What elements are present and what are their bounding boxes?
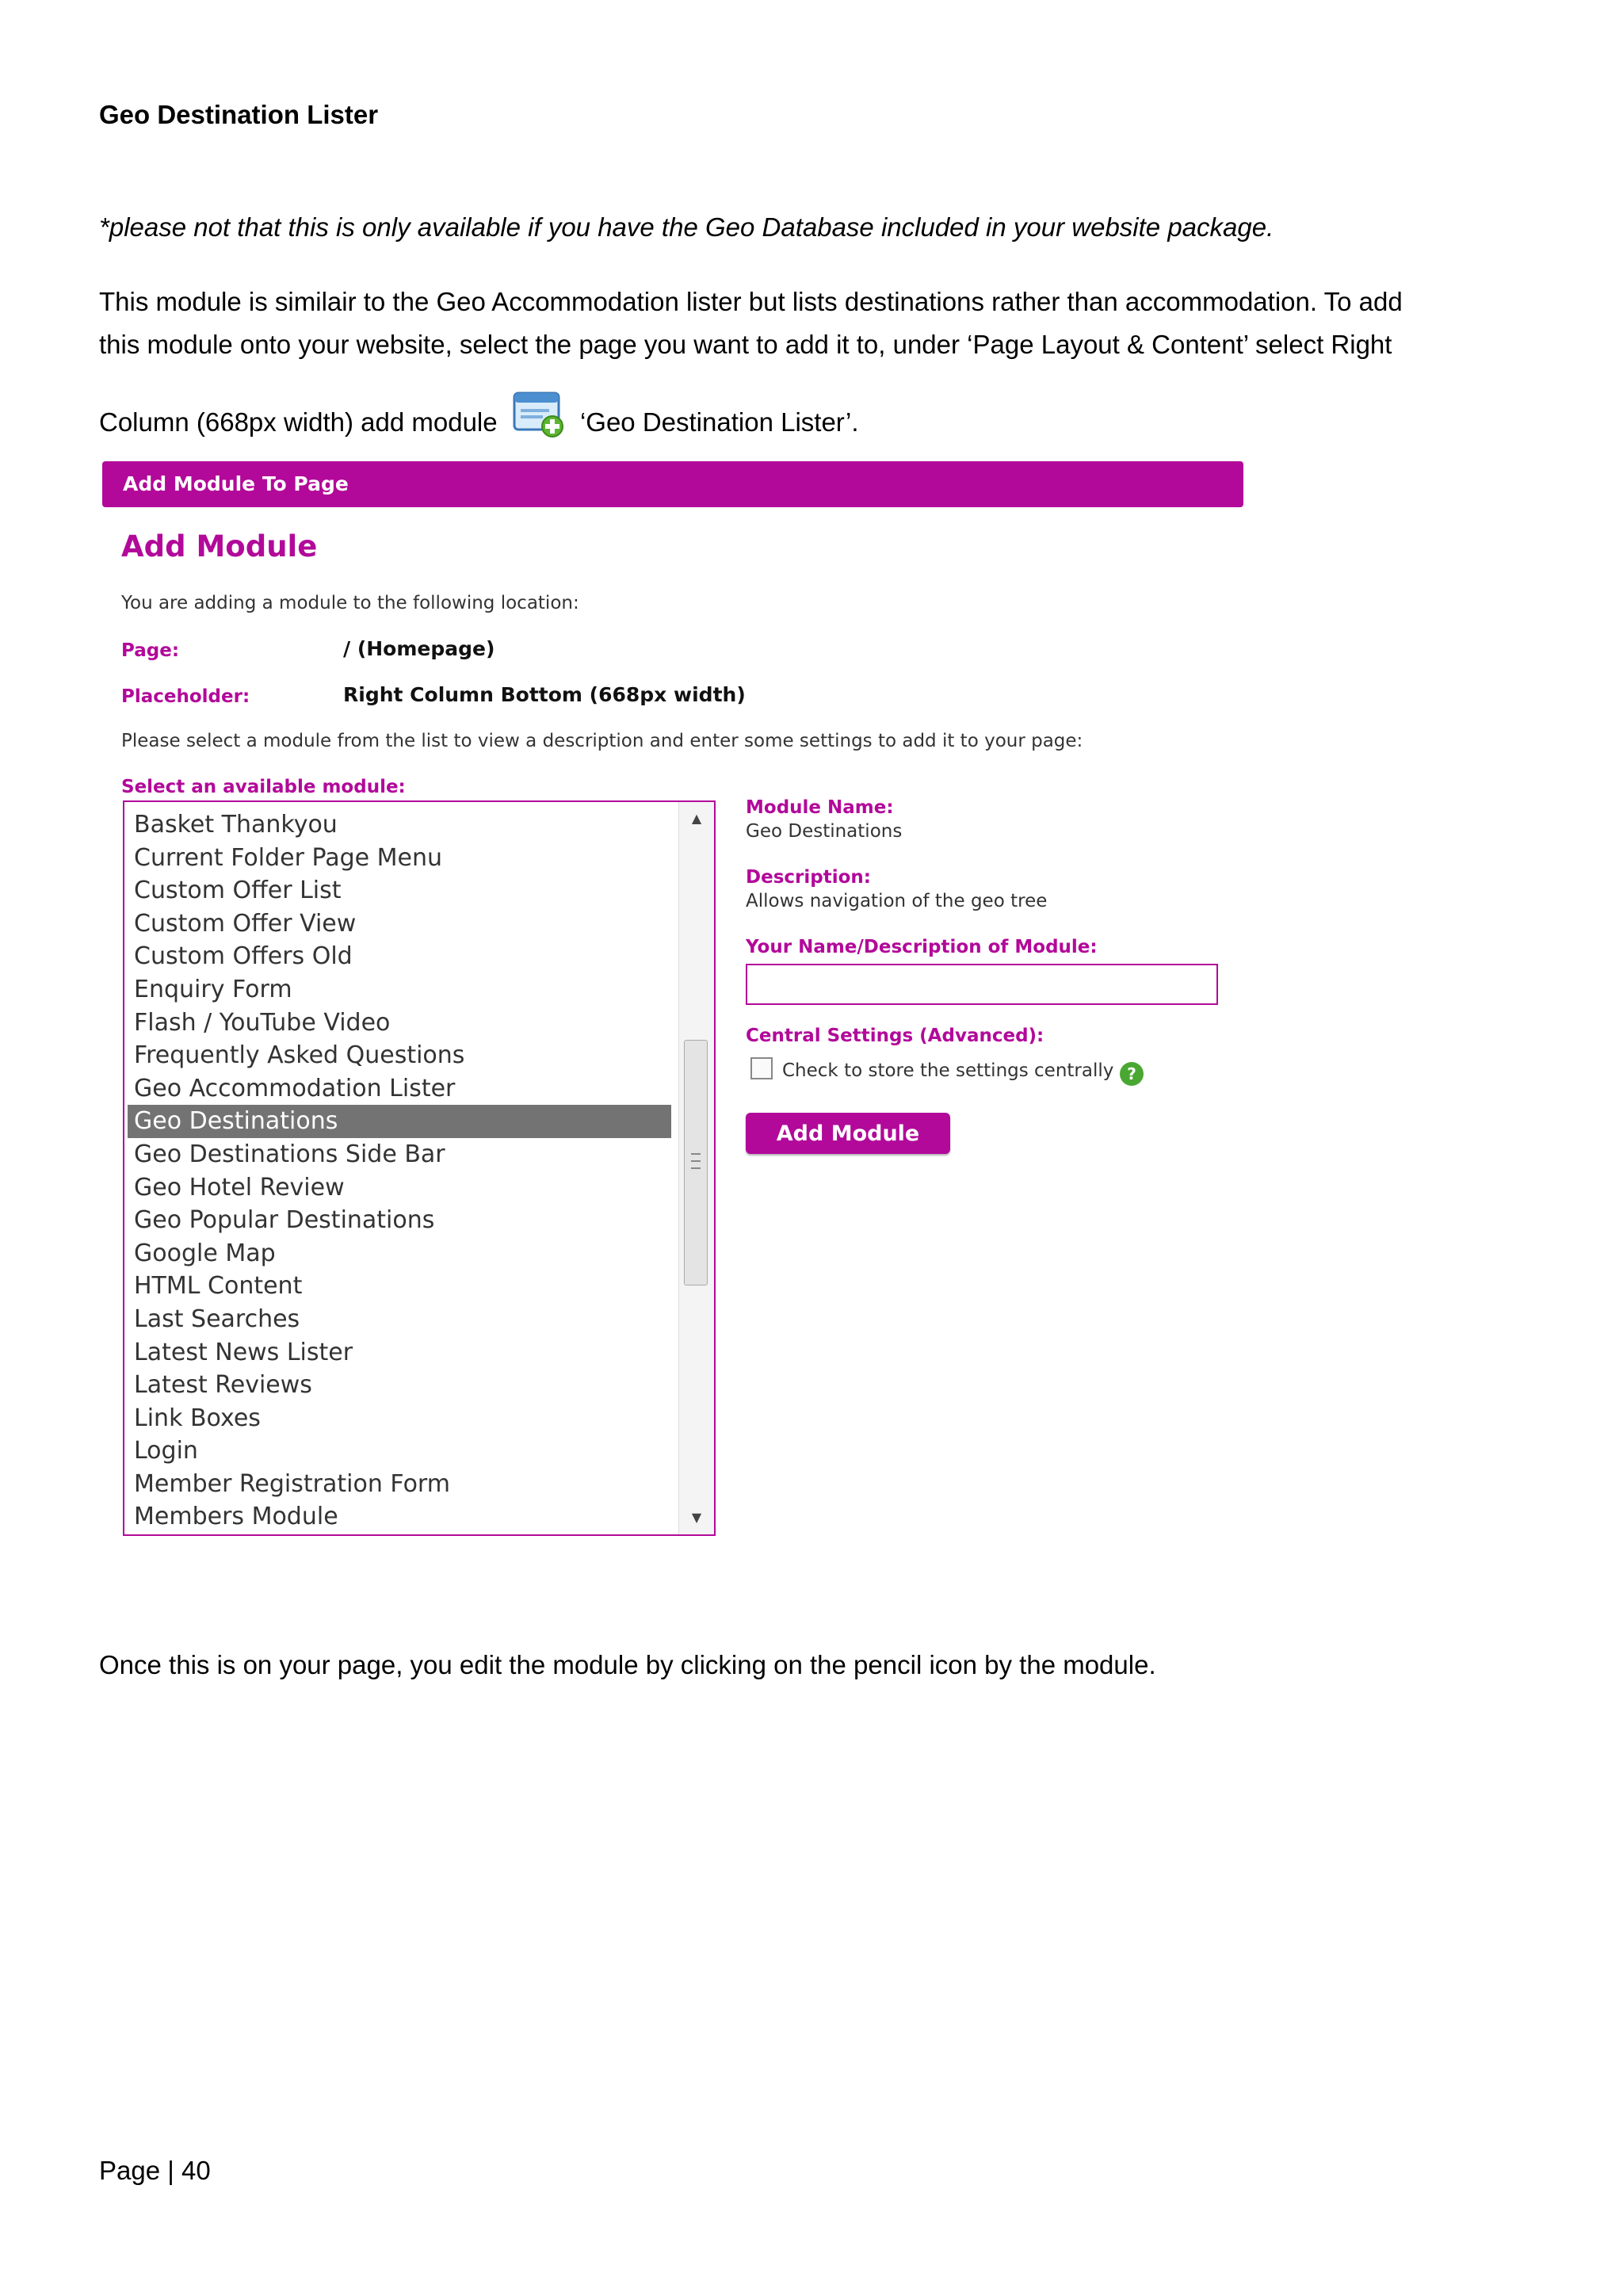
add-module-icon (511, 390, 567, 439)
page-label: Page: (121, 640, 180, 661)
add-module-screenshot (99, 458, 1247, 1552)
select-instruction: Please select a module from the list to view a description and enter some settings to add it to your page: (121, 731, 1083, 751)
central-settings-checkbox[interactable] (750, 1057, 773, 1079)
listbox-scrollbar[interactable] (678, 802, 714, 1534)
module-list-item[interactable]: Custom Offer List (134, 877, 342, 905)
intro-line-3-end: ‘Geo Destination Lister’. (579, 407, 859, 437)
intro-line-2: this module onto your website, select the page you want to add it to, under ‘Page Layout & Content’ select Right (99, 330, 1392, 359)
module-list-item[interactable]: Frequently Asked Questions (134, 1041, 465, 1070)
module-list[interactable] (128, 808, 671, 1534)
module-list-item[interactable]: Basket Thankyou (134, 811, 338, 839)
central-settings-checkbox-label: Check to store the settings centrally (782, 1060, 1114, 1081)
intro-line-3 (99, 390, 1549, 444)
description-label: Description: (746, 867, 871, 888)
placeholder-value: Right Column Bottom (668px width) (343, 683, 746, 706)
scroll-up-icon[interactable]: ▲ (691, 811, 702, 826)
module-list-item[interactable]: Google Map (134, 1239, 276, 1267)
grip-icon (691, 1153, 701, 1169)
module-list-item[interactable]: Enquiry Form (134, 975, 292, 1003)
availability-note: *please not that this is only available if you have the Geo Database included in your website package. (99, 212, 1274, 242)
module-description-input[interactable] (746, 964, 1218, 1005)
module-list-item[interactable]: Geo Destinations (128, 1105, 671, 1138)
module-list-item[interactable]: Current Folder Page Menu (134, 843, 442, 872)
placeholder-label: Placeholder: (121, 686, 250, 707)
select-module-label: Select an available module: (121, 777, 406, 797)
module-list-item[interactable]: Custom Offer View (134, 909, 357, 938)
help-icon[interactable]: ? (1120, 1062, 1144, 1086)
intro-line-3-start: Column (668px width) add module (99, 407, 498, 437)
module-name-value: Geo Destinations (746, 821, 903, 842)
intro-paragraph (99, 281, 1549, 444)
module-list-item[interactable]: Custom Offers Old (134, 942, 353, 971)
page-footer: Page | 40 (99, 2156, 211, 2185)
your-name-label: Your Name/Description of Module: (746, 937, 1098, 957)
module-list-item[interactable]: Link Boxes (134, 1404, 261, 1432)
scroll-thumb[interactable] (684, 1040, 708, 1286)
module-list-item[interactable]: Latest Reviews (134, 1371, 312, 1400)
module-list-item[interactable]: Last Searches (134, 1305, 300, 1333)
module-listbox[interactable] (123, 800, 716, 1536)
module-list-item[interactable]: Geo Popular Destinations (134, 1206, 435, 1235)
module-list-item[interactable]: HTML Content (134, 1272, 303, 1301)
central-settings-label: Central Settings (Advanced): (746, 1026, 1044, 1046)
dialog-header: Add Module To Page (102, 461, 1243, 507)
module-list-item[interactable]: Geo Accommodation Lister (134, 1074, 456, 1102)
add-module-button[interactable]: Add Module (746, 1113, 950, 1154)
module-list-item[interactable]: Latest News Lister (134, 1338, 353, 1366)
scroll-down-icon[interactable]: ▼ (691, 1510, 702, 1525)
module-name-label: Module Name: (746, 797, 894, 818)
location-intro: You are adding a module to the following location: (121, 593, 579, 613)
intro-line-1: This module is similair to the Geo Accommodation lister but lists destinations rather than accommodation. To add (99, 287, 1403, 316)
dialog-heading: Add Module (121, 529, 318, 563)
module-list-item[interactable]: Member Registration Form (134, 1469, 450, 1498)
module-list-item[interactable]: Flash / YouTube Video (134, 1008, 391, 1037)
module-list-item[interactable]: Geo Destinations Side Bar (134, 1140, 445, 1168)
closing-paragraph: Once this is on your page, you edit the module by clicking on the pencil icon by the module. (99, 1650, 1156, 1679)
module-list-item[interactable]: Members Module (134, 1503, 338, 1531)
module-list-item[interactable]: Geo Hotel Review (134, 1173, 345, 1201)
module-list-item[interactable]: Login (134, 1437, 198, 1465)
page-value: / (Homepage) (343, 637, 495, 660)
description-value: Allows navigation of the geo tree (746, 891, 1048, 911)
document-title: Geo Destination Lister (99, 100, 379, 129)
